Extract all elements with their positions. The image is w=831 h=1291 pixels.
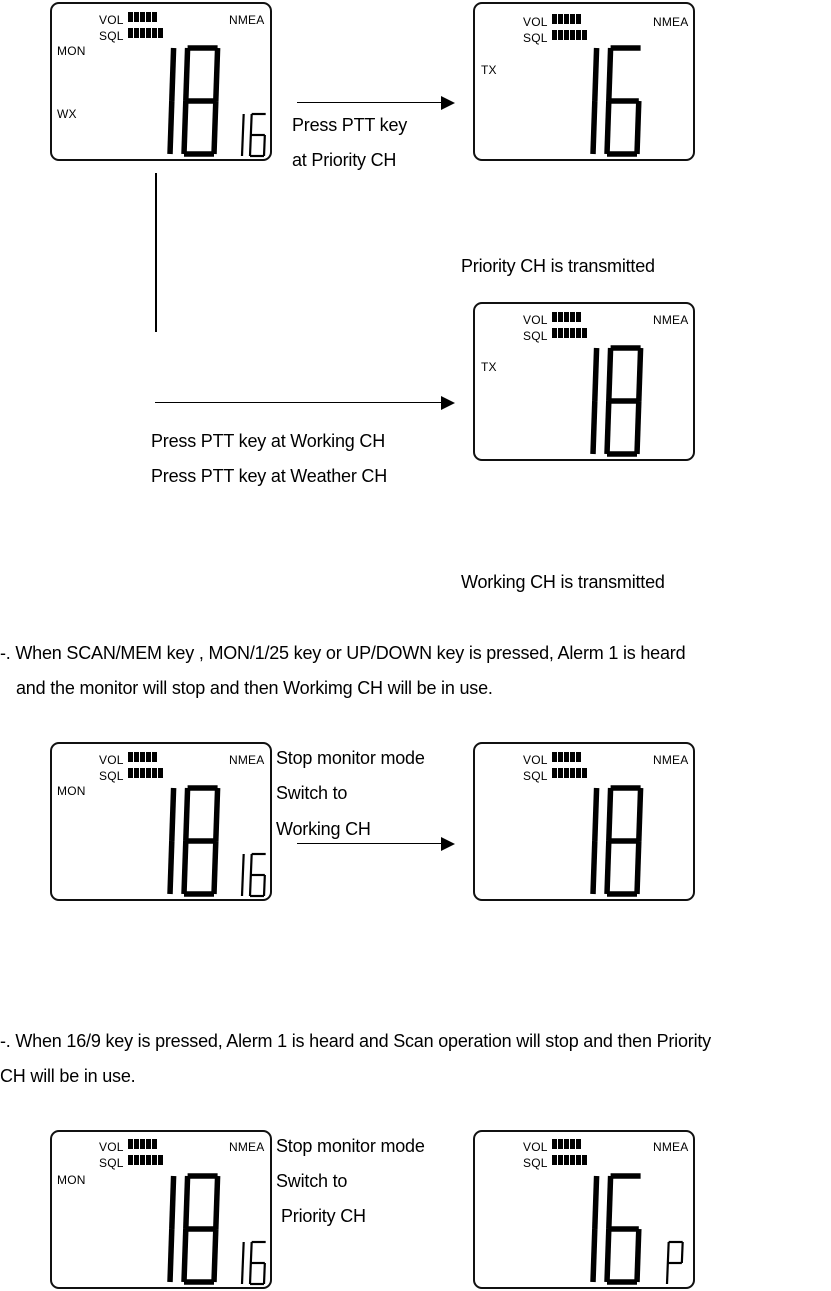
seven-segment-digit [170, 788, 174, 894]
caption-stop-monitor-mode: Stop monitor mode [276, 1136, 425, 1156]
seven-segment-digit [170, 1176, 174, 1282]
paragraph-scan-line-2: and the monitor will stop and then Workimg CH will be in use. [16, 678, 493, 698]
digit-segment [251, 854, 252, 875]
digit-segment [214, 841, 216, 894]
seven-segment-digit [593, 788, 597, 894]
seven-segment-digit [593, 348, 597, 454]
digit-segment [186, 1176, 188, 1229]
caption-switch-to: Switch to [276, 783, 348, 803]
digit-segment [607, 1229, 609, 1282]
tx-indicator: TX [481, 360, 497, 374]
digit-segment [184, 841, 186, 894]
digit-segment [216, 1176, 218, 1229]
lcd-display [473, 742, 695, 901]
caption-working-transmitted: Working CH is transmitted [461, 572, 665, 592]
digit-segment [242, 135, 243, 156]
digit-segment [593, 401, 595, 454]
digit-segment [595, 1176, 597, 1229]
seven-segment-digit [250, 1242, 266, 1284]
digit-segment [242, 875, 243, 896]
seven-segment-digit [184, 788, 218, 894]
seven-segment-digit [170, 48, 174, 154]
digit-segment [243, 854, 244, 875]
arrow-line [297, 102, 443, 103]
digit-segment [595, 348, 597, 401]
digit-segment [593, 101, 595, 154]
caption-switch-to: Switch to [276, 1171, 348, 1191]
seven-segment-digit [593, 48, 597, 154]
digit-segment [609, 1176, 611, 1229]
nmea-label: NMEA [653, 1140, 689, 1154]
vol-label: VOL [523, 313, 548, 327]
seven-segment-digit [667, 1242, 683, 1284]
vol-label: VOL [523, 1140, 548, 1154]
digit-segment [184, 101, 186, 154]
channel-digits [52, 4, 274, 163]
digit-segment [216, 788, 218, 841]
digit-segment [186, 788, 188, 841]
vol-label: VOL [99, 1140, 124, 1154]
digit-segment [251, 1242, 252, 1263]
lcd-display [50, 742, 272, 901]
seven-segment-digit [250, 854, 266, 896]
digit-segment [667, 1263, 668, 1284]
nmea-label: NMEA [229, 1140, 265, 1154]
mon-indicator: MON [57, 44, 86, 58]
nmea-label: NMEA [653, 753, 689, 767]
vertical-connector-line [155, 173, 157, 332]
digit-segment [184, 1229, 186, 1282]
digit-segment [214, 1229, 216, 1282]
digit-segment [593, 1229, 595, 1282]
arrow-line [155, 402, 443, 403]
lcd-display [50, 1130, 272, 1289]
digit-segment [682, 1242, 683, 1263]
caption-priority-transmitted: Priority CH is transmitted [461, 256, 655, 276]
lcd-display [473, 2, 695, 161]
arrowhead-icon [441, 396, 455, 410]
channel-digits [52, 744, 274, 903]
digit-segment [250, 1263, 251, 1284]
seven-segment-digit [607, 48, 641, 154]
seven-segment-digit [184, 1176, 218, 1282]
digit-segment [216, 48, 218, 101]
caption-press-ptt-weather: Press PTT key at Weather CH [151, 466, 388, 486]
nmea-label: NMEA [653, 15, 689, 29]
mon-indicator: MON [57, 784, 86, 798]
channel-digits [475, 1132, 697, 1291]
digit-segment [242, 1263, 243, 1284]
digit-segment [607, 101, 609, 154]
caption-press-ptt-key: Press PTT key [292, 115, 408, 135]
digit-segment [243, 114, 244, 135]
seven-segment-digit [242, 1242, 244, 1284]
sql-label: SQL [99, 769, 124, 783]
digit-segment [251, 114, 252, 135]
sql-label: SQL [523, 1156, 548, 1170]
seven-segment-digit [607, 788, 641, 894]
paragraph-169-line-1: -. When 16/9 key is pressed, Alerm 1 is heard and Scan operation will stop and then Priority [0, 1031, 711, 1051]
caption-stop-monitor-mode: Stop monitor mode [276, 748, 425, 768]
digit-segment [639, 348, 641, 401]
channel-digits [52, 1132, 274, 1291]
caption-press-ptt-working: Press PTT key at Working CH [151, 431, 385, 451]
digit-segment [243, 1242, 244, 1263]
sql-label: SQL [523, 31, 548, 45]
digit-segment [639, 788, 641, 841]
digit-segment [609, 348, 611, 401]
nmea-label: NMEA [229, 13, 265, 27]
vol-label: VOL [523, 753, 548, 767]
digit-segment [595, 48, 597, 101]
digit-segment [668, 1242, 669, 1263]
paragraph-scan-line-1: -. When SCAN/MEM key , MON/1/25 key or UP/DOWN key is pressed, Alerm 1 is heard [0, 643, 686, 663]
seven-segment-digit [184, 48, 218, 154]
sql-label: SQL [99, 29, 124, 43]
arrowhead-icon [441, 837, 455, 851]
seven-segment-digit [242, 854, 244, 896]
digit-segment [250, 135, 251, 156]
digit-segment [170, 1229, 172, 1282]
seven-segment-digit [250, 114, 266, 156]
digit-segment [172, 788, 174, 841]
sql-label: SQL [523, 769, 548, 783]
digit-segment [264, 1263, 265, 1284]
paragraph-169-line-2: CH will be in use. [0, 1066, 136, 1086]
lcd-display [473, 302, 695, 461]
arrowhead-icon [441, 96, 455, 110]
mon-indicator: MON [57, 1173, 86, 1187]
seven-segment-digit [607, 348, 641, 454]
channel-digits [475, 744, 697, 903]
vol-label: VOL [523, 15, 548, 29]
digit-segment [264, 135, 265, 156]
seven-segment-digit [593, 1176, 597, 1282]
digit-segment [264, 875, 265, 896]
nmea-label: NMEA [653, 313, 689, 327]
digit-segment [607, 841, 609, 894]
seven-segment-digit [607, 1176, 641, 1282]
arrow-line [297, 843, 443, 844]
digit-segment [637, 1229, 639, 1282]
tx-indicator: TX [481, 63, 497, 77]
nmea-label: NMEA [229, 753, 265, 767]
seven-segment-digit [242, 114, 244, 156]
sql-label: SQL [523, 329, 548, 343]
digit-segment [250, 875, 251, 896]
digit-segment [170, 841, 172, 894]
channel-digits [475, 304, 697, 463]
digit-segment [637, 841, 639, 894]
digit-segment [214, 101, 216, 154]
lcd-display [50, 2, 272, 161]
vol-label: VOL [99, 753, 124, 767]
caption-at-priority-ch: at Priority CH [292, 150, 397, 170]
digit-segment [609, 788, 611, 841]
digit-segment [172, 48, 174, 101]
digit-segment [595, 788, 597, 841]
digit-segment [593, 841, 595, 894]
digit-segment [172, 1176, 174, 1229]
digit-segment [170, 101, 172, 154]
digit-segment [609, 48, 611, 101]
digit-segment [607, 401, 609, 454]
digit-segment [637, 401, 639, 454]
sql-label: SQL [99, 1156, 124, 1170]
digit-segment [186, 48, 188, 101]
caption-working-ch: Working CH [276, 819, 371, 839]
lcd-display [473, 1130, 695, 1289]
channel-digits [475, 4, 697, 163]
digit-segment [637, 101, 639, 154]
wx-indicator: WX [57, 107, 77, 121]
vol-label: VOL [99, 13, 124, 27]
caption-priority-ch: Priority CH [281, 1206, 366, 1226]
